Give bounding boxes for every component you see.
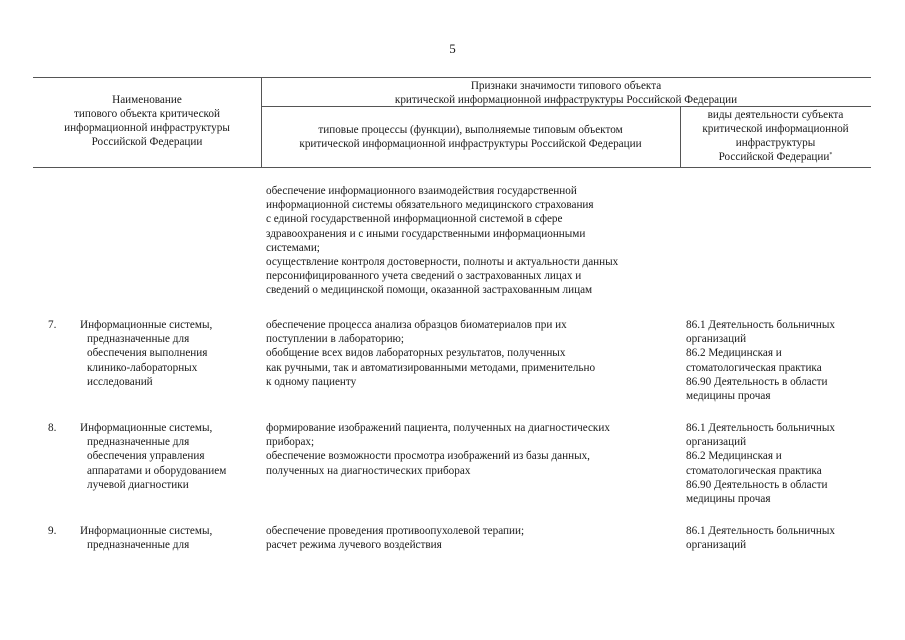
header-text-line: критической информационной инфраструктуры Российской Федерации (394, 94, 738, 106)
text-line: обеспечение процесса анализа образцов биоматериалов при их (266, 319, 567, 331)
text-line: сведений о медицинской помощи, оказанной застрахованным лицам (266, 284, 593, 297)
text-line: обобщение всех видов лабораторных результатов, полученных (266, 347, 566, 360)
text-line: 86.90 Деятельность в области (686, 375, 828, 388)
header-activities-column (680, 108, 871, 164)
row-activities-cell (686, 421, 835, 506)
header-text-line: критической информационной инфраструктуры Российской Федерации (299, 138, 642, 150)
text-line: расчет режима лучевого воздействия (266, 539, 442, 552)
text-line: к одному пациенту (266, 375, 357, 388)
header-text-line: критической информационной (702, 123, 849, 135)
text-line: стоматологическая практика (686, 464, 822, 477)
text-line: Информационные системы, (80, 319, 213, 331)
row-processes-cell (266, 421, 610, 478)
row-number: 7. (48, 319, 57, 331)
text-line: медицины прочая (686, 492, 771, 505)
text-line: 86.1 Деятельность больничных (686, 319, 835, 331)
text-line: обеспечения выполнения (87, 347, 208, 360)
text-line: с единой государственной информационной системой в сфере (266, 213, 563, 226)
header-text-line: виды деятельности субъекта (707, 109, 844, 121)
text-line: 86.1 Деятельность больничных (686, 422, 835, 434)
text-line: здравоохранения и с иными государственными информационными (266, 227, 586, 240)
text-line: обеспечение возможности просмотра изображений из базы данных, (266, 450, 590, 463)
text-line: поступлении в лабораторию; (266, 333, 405, 346)
header-text-line (680, 150, 871, 164)
text-line: предназначенные для (87, 539, 190, 552)
header-text-line: Наименование (112, 94, 182, 106)
text-line: обеспечение проведения противоопухолевой терапии; (266, 525, 525, 537)
text-line: лучевой диагностики (87, 478, 189, 491)
header-text: Российской Федерации (718, 151, 830, 163)
header-name-column (33, 93, 261, 149)
text-line: исследований (87, 375, 153, 388)
row-processes-cell (266, 524, 524, 552)
text-line: Информационные системы, (80, 525, 213, 537)
text-line: предназначенные для (87, 436, 190, 449)
text-line: предназначенные для (87, 333, 190, 346)
header-text-line: Признаки значимости типового объекта (470, 80, 662, 92)
text-line: как ручными, так и автоматизированными методами, применительно (266, 361, 596, 374)
table-top-rule (33, 77, 871, 78)
row-processes-cell (266, 318, 595, 389)
text-line: организаций (686, 539, 747, 552)
text-line: приборах; (266, 436, 315, 449)
header-text-line: типового объекта критической (74, 108, 220, 120)
page-number: 5 (449, 41, 456, 56)
text-line: 86.90 Деятельность в области (686, 478, 828, 491)
header-text-line: инфраструктуры (735, 137, 816, 149)
text-line: персонифицированного учета сведений о застрахованных лицах и (266, 270, 582, 283)
header-text-line: Российской Федерации (91, 136, 203, 148)
footnote-mark: * (829, 152, 833, 158)
text-line: 86.2 Медицинская и (686, 347, 782, 360)
header-group-title (261, 79, 871, 107)
text-line: аппаратами и оборудованием (87, 464, 227, 477)
text-line: организаций (686, 333, 747, 346)
row-number: 9. (48, 525, 57, 537)
text-line: 86.2 Медицинская и (686, 450, 782, 463)
text-line: медицины прочая (686, 389, 771, 402)
text-line: стоматологическая практика (686, 361, 822, 374)
text-line: осуществление контроля достоверности, полноты и актуальности данных (266, 255, 619, 268)
text-line: системами; (266, 241, 320, 254)
header-processes-column (261, 123, 680, 151)
text-line: обеспечения управления (87, 450, 205, 463)
header-text-line: типовые процессы (функции), выполняемые типовым объектом (318, 124, 623, 136)
text-line: обеспечение информационного взаимодействия государственной (266, 185, 577, 197)
text-line: клинико-лабораторных (87, 361, 198, 374)
header-text-line: информационной инфраструктуры (64, 122, 230, 134)
continuation-processes (266, 184, 618, 298)
text-line: полученных на диагностических приборах (266, 464, 471, 477)
text-line: формирование изображений пациента, полученных на диагностических (266, 422, 610, 434)
row-activities-cell (686, 318, 835, 403)
text-line: организаций (686, 436, 747, 449)
header-bottom-rule (33, 167, 871, 168)
row-name-cell (80, 318, 212, 389)
text-line: информационной системы обязательного медицинского страхования (266, 199, 594, 212)
text-line: 86.1 Деятельность больничных (686, 525, 835, 537)
row-name-cell (80, 421, 226, 492)
row-name-cell (80, 524, 212, 552)
row-activities-cell (686, 524, 835, 552)
row-number: 8. (48, 422, 57, 434)
text-line: Информационные системы, (80, 422, 213, 434)
